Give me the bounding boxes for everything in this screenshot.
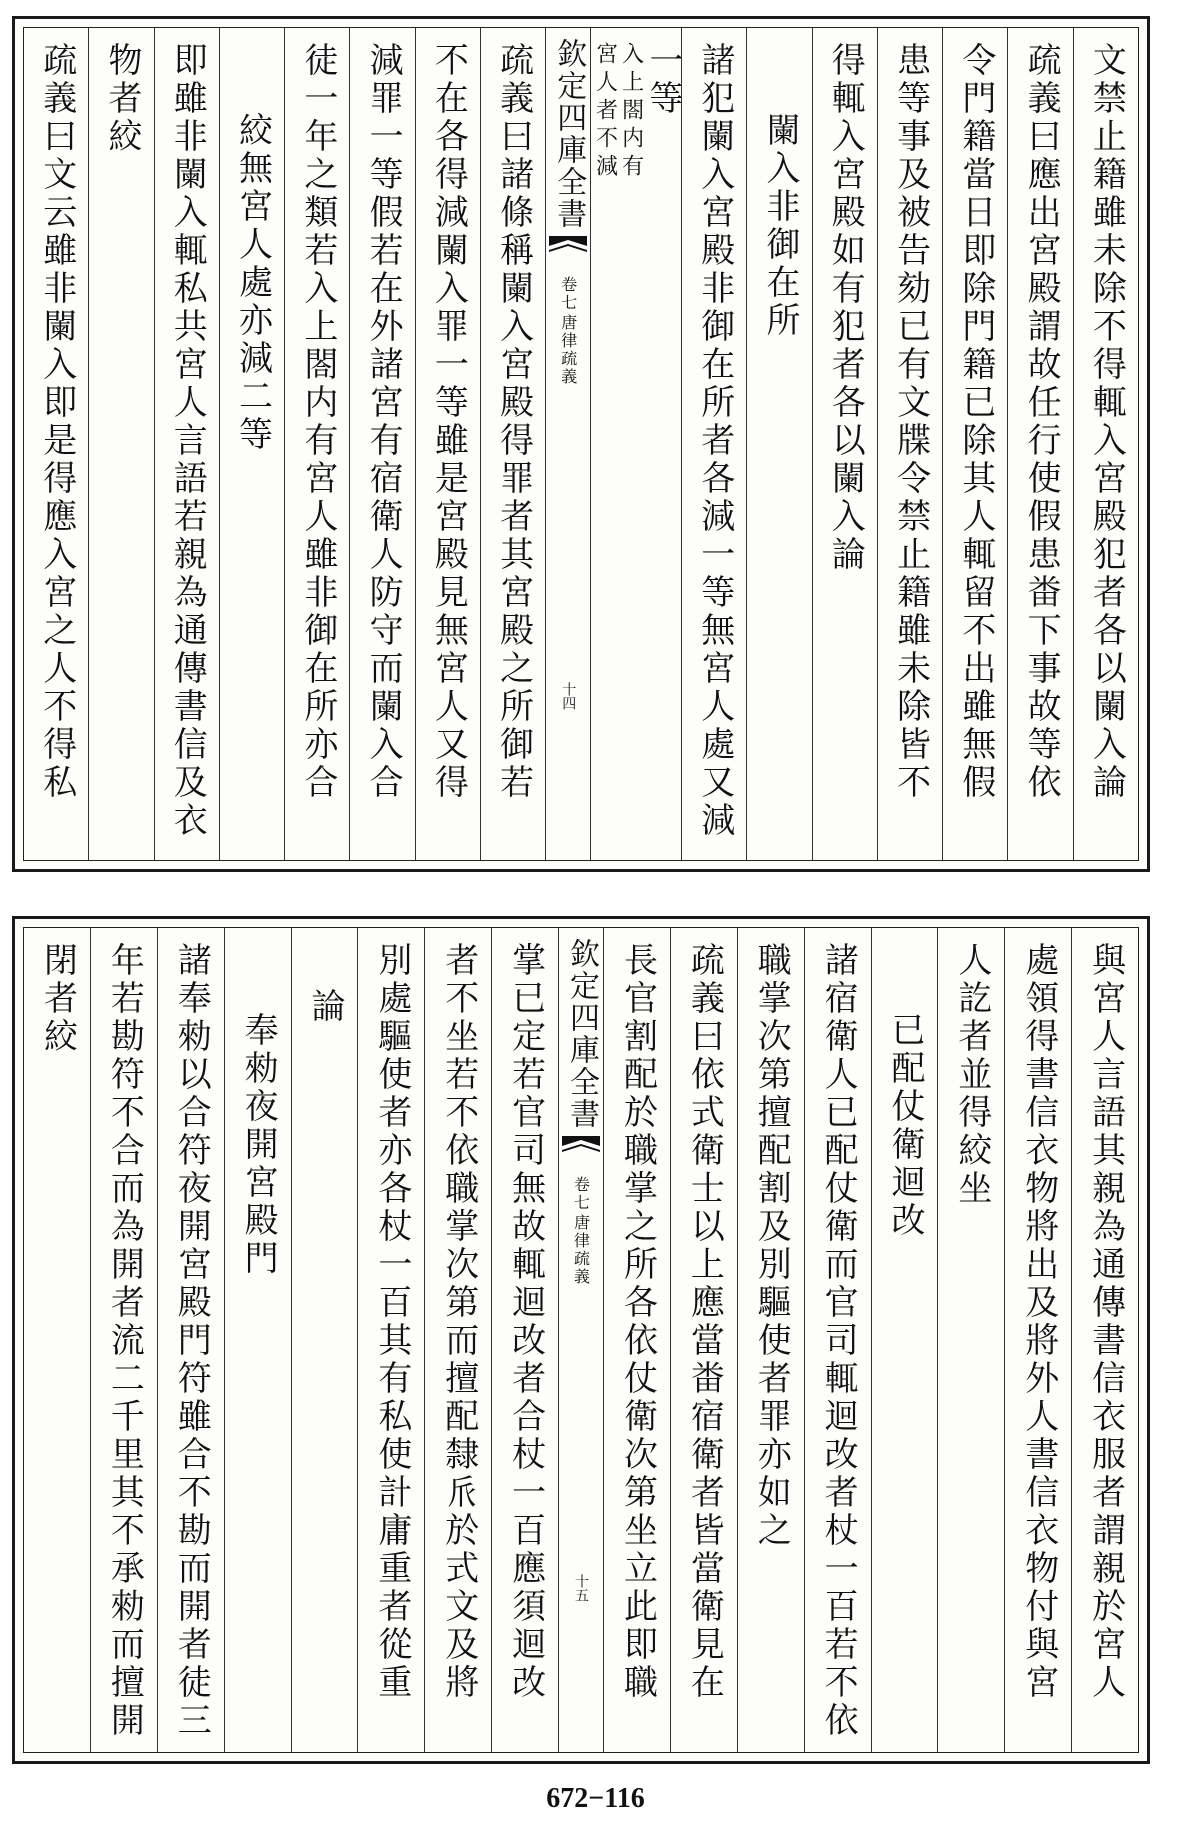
band-title: 欽定四庫全書 [564, 938, 599, 1130]
band-page-number: 十五 [573, 1574, 589, 1602]
text-column: 別處驅使者亦各杖一百其有私使計庸重者從重 [357, 928, 424, 1752]
text-column: 疏義曰文云雖非闌入即是得應入宮之人不得私 [36, 42, 77, 802]
fold-center-band [545, 28, 590, 860]
text-column: 令門籍當日即除門籍已除其人輒留不出雖無假 [942, 28, 1007, 860]
text-column: 人訖者並得絞坐 [937, 928, 1004, 1752]
text-column: 閉者絞 [37, 942, 78, 1056]
text-column: 論 [291, 928, 358, 1752]
text-column: 諸奉勑以合符夜開宮殿門符雖合不勘而開者徒三 [157, 928, 224, 1752]
top-page-columns [24, 28, 1138, 860]
text-column: 已配仗衛迴改 [871, 928, 938, 1752]
text-column: 掌已定若官司無故輒迴改者合杖一百應須迴改 [491, 928, 558, 1752]
band-title: 欽定四庫全書 [551, 38, 587, 230]
text-column: 物者絞 [88, 28, 153, 860]
top-page [12, 16, 1150, 872]
fold-center-band [558, 928, 603, 1752]
band-book-line: 唐律疏義 [571, 1214, 591, 1286]
text-column: 疏義曰依式衛士以上應當畨宿衛者皆當衛見在 [670, 928, 737, 1752]
bottom-page-frame [23, 927, 1139, 1753]
text-column: 奉勑夜開宮殿門 [224, 928, 291, 1752]
text-column: 闌入非御在所 [746, 28, 811, 860]
band-book-line: 卷七 [571, 1176, 591, 1212]
text-column: 絞無宮人處亦減二等 [219, 28, 284, 860]
interlinear-note: 宮人者不減 [592, 42, 618, 182]
text-column: 即雖非闌入輒私共宮人言語若親為通傳書信及衣 [154, 28, 219, 860]
fishtail-mark-icon [549, 236, 587, 262]
band-book-line: 唐律疏義 [558, 314, 578, 386]
top-page-frame [23, 27, 1139, 861]
bottom-page-columns [24, 928, 1138, 1752]
interlinear-note: 入上閤内有 [618, 42, 644, 182]
band-page-number: 十四 [560, 682, 577, 710]
folio-number: 672−116 [546, 1783, 645, 1814]
text-column: 職掌次第擅配割及別驅使者罪亦如之 [737, 928, 804, 1752]
text-column-with-annotation [590, 28, 684, 860]
text-column: 得輒入宮殿如有犯者各以闌入論 [812, 28, 877, 860]
text-column: 疏義曰諸條稱闌入宮殿得罪者其宮殿之所御若 [480, 28, 545, 860]
text-column: 文禁止籍雖未除不得輒入宮殿犯者各以闌入論 [1073, 28, 1138, 860]
main-text: 一等 [643, 42, 684, 118]
text-column: 者不坐若不依職掌次第而擅配隸𠂢於式文及將 [424, 928, 491, 1752]
text-column: 與宮人言語其親為通傳書信衣服者謂親於宮人 [1071, 928, 1138, 1752]
band-book-line: 卷七 [558, 276, 578, 312]
bottom-page [12, 916, 1150, 1764]
band-book-title [557, 276, 580, 386]
text-column: 處領得書信衣物將出及將外人書信衣物付與宮 [1004, 928, 1071, 1752]
text-column: 不在各得減闌入罪一等雖是宮殿見無宮人又得 [415, 28, 480, 860]
text-column: 長官割配於職掌之所各依仗衛次第坐立此即職 [603, 928, 670, 1752]
text-column: 徒一年之類若入上閤内有宮人雖非御在所亦合 [284, 28, 349, 860]
text-column: 年若勘符不合而為開者流二千里其不承勑而擅開 [90, 928, 157, 1752]
band-book-title [570, 1176, 593, 1286]
text-column: 疏義曰應出宮殿謂故任行使假患畨下事故等依 [1007, 28, 1072, 860]
text-column: 諸犯闌入宮殿非御在所者各減一等無宮人處又減 [681, 28, 746, 860]
text-column: 諸宿衛人已配仗衛而官司輒迴改者杖一百若不依 [804, 928, 871, 1752]
fishtail-mark-icon [562, 1136, 600, 1162]
text-column: 患等事及被告劾已有文牒令禁止籍雖未除皆不 [877, 28, 942, 860]
text-column: 減罪一等假若在外諸宮有宿衛人防守而闌入合 [349, 28, 414, 860]
